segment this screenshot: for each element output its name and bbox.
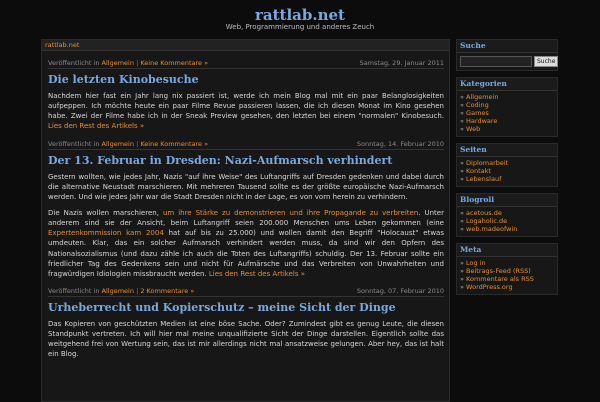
read-more-link[interactable]: Lies den Rest des Artikels »	[48, 122, 145, 131]
blogroll-item[interactable]: » acetous.de	[460, 209, 554, 217]
post-text: Nachdem hier fast ein Jahr lang nix passiert ist, werde ich mein Blog mal mit ein paar Belanglosigkeiten aufpeppen. Ich möchte heute ein paar Filme Revue passieren lassen, die ich diesen Monat im Kino gesehen habe. Zwei der Filme habe ich in der Sneak Preview gesehen, den letzten bei einem "normalen" Kinobesuch.	[48, 92, 444, 121]
post-paragraph	[48, 208, 444, 279]
category-link[interactable]: Allgemein	[101, 286, 134, 295]
widget-title: Blogroll	[457, 194, 557, 207]
expert-commission-link[interactable]: Expertenkommission kam 2004	[48, 229, 164, 238]
post-text: Die Nazis wollen marschieren,	[48, 208, 159, 217]
post-paragraph	[48, 91, 444, 132]
propaganda-link[interactable]: um ihre Stärke zu demonstrieren und ihre Propagande zu verbreiten	[162, 208, 419, 217]
post-meta	[48, 58, 444, 69]
comments-link[interactable]: 2 Kommentare »	[140, 286, 195, 295]
widget-title: Seiten	[457, 144, 557, 157]
widget-title: Suche	[457, 40, 557, 53]
post-title-link[interactable]: Der 13. Februar in Dresden: Nazi-Aufmarsch verhindert	[48, 153, 393, 167]
widget-title: Meta	[457, 244, 557, 257]
meta-separator: |	[136, 286, 139, 295]
post-title-link[interactable]: Die letzten Kinobesuche	[48, 73, 199, 86]
post-3	[42, 286, 449, 360]
read-more-link[interactable]: Lies den Rest des Artikels »	[208, 269, 306, 278]
meta-separator: |	[136, 59, 139, 67]
post-text: . Unter anderem sind sie der Ansicht, beim Luftangriff seien 200.000 Menschen ums Leben gekommen (eine	[48, 208, 444, 228]
page-item[interactable]: » Diplomarbeit	[460, 159, 554, 167]
meta-separator: |	[136, 139, 139, 148]
post-1	[42, 58, 449, 132]
blogroll-widget	[456, 193, 558, 237]
search-button[interactable]: Suche	[534, 56, 558, 67]
comments-link[interactable]: Keine Kommentare »	[140, 139, 209, 148]
blogroll-item[interactable]: » Logaholic.de	[460, 217, 554, 225]
categories-widget	[456, 77, 558, 137]
site-tagline: Web, Programmierung und anderes Zeuch	[225, 23, 375, 31]
breadcrumb	[42, 40, 449, 51]
meta-item[interactable]: » Log in	[460, 259, 554, 267]
meta-item[interactable]: » Kommentare als RSS	[460, 275, 554, 283]
category-link[interactable]: Allgemein	[101, 59, 134, 67]
search-widget	[456, 39, 558, 71]
category-item[interactable]: » Hardware	[460, 117, 554, 125]
post-2	[42, 139, 449, 279]
post-date: Sonntag, 07. Februar 2010	[356, 286, 444, 295]
post-paragraph	[48, 172, 444, 202]
published-label: Veröffentlicht in	[48, 139, 100, 148]
category-item[interactable]: » Coding	[460, 101, 554, 109]
published-label: Veröffentlicht in	[48, 286, 100, 295]
page-item[interactable]: » Kontakt	[460, 167, 554, 175]
pages-widget	[456, 143, 558, 187]
sidebar	[456, 39, 558, 301]
category-item[interactable]: » Games	[460, 109, 554, 117]
blogroll-item[interactable]: » web.madeofwin	[460, 225, 554, 233]
category-item[interactable]: » Allgemein	[460, 93, 554, 101]
post-title-link[interactable]: Urheberrecht und Kopierschutz – meine Sicht der Dinge	[48, 300, 396, 314]
post-text: hat auf bis zu 25.000) und wollen damit den Begriff "Holocaust" etwas umdeuten. Klar, das ein solcher Aufmarsch verhindert werden muss, da sind wir den Opfern des Nationalsozialismus (und dazu zähle ich auch die Toten des Luftangriffs) schuldig. Der 13. Februar sollte ein friedlicher Tag des Gedenkens sein und nicht für Aufmärsche und das Verbreiten von Unwahrheiten und fragwürdigen Idiologien missbraucht werden.	[48, 229, 444, 278]
post-text: Das Kopieren von geschützten Medien ist eine böse Sache. Oder? Zumindest gibt es genug Leute, die diesen Standpunkt vertreten. Ich will hier mal meine unqualifizierte Sicht der Dinge darstellen. Eigentlich sollte das weitgehend frei von Wertung sein, das ist mir allerdings nicht mal ansatzweise gelungen. Aber hey, das ist halt ein Blog.	[48, 319, 444, 359]
meta-widget	[456, 243, 558, 295]
site-header	[0, 0, 600, 38]
meta-item[interactable]: » Beitrags-Feed (RSS)	[460, 267, 554, 275]
post-meta	[48, 286, 444, 297]
category-item[interactable]: » Web	[460, 125, 554, 133]
comments-link[interactable]: Keine Kommentare »	[140, 59, 209, 67]
post-text: Gestern wollten, wie jedes Jahr, Nazis "auf ihre Weise" des Luftangriffs auf Dresden gedenken und dabei durch die alternative Neustadt marschieren. Mit mehreren Tausend sollte es der größte europäische Nazi-Aufmarsch werden. Und wie jedes Jahr war die Stadt Dresden nicht in der Lage, es von vorn herein zu verhindern.	[48, 172, 444, 201]
site-title-link[interactable]: rattlab.net	[255, 6, 345, 24]
content-area	[41, 39, 450, 402]
category-link[interactable]: Allgemein	[101, 139, 134, 148]
post-meta	[48, 139, 444, 150]
published-label: Veröffentlicht in	[48, 59, 100, 67]
post-date: Samstag, 29. Januar 2011	[359, 59, 444, 67]
widget-title: Kategorien	[457, 78, 557, 91]
page-item[interactable]: » Lebenslauf	[460, 175, 554, 183]
post-paragraph	[48, 319, 444, 360]
search-input[interactable]	[460, 56, 532, 67]
meta-item[interactable]: » WordPress.org	[460, 283, 554, 291]
breadcrumb-home-link[interactable]: rattlab.net	[45, 41, 80, 49]
post-date: Sonntag, 14. Februar 2010	[356, 139, 444, 148]
